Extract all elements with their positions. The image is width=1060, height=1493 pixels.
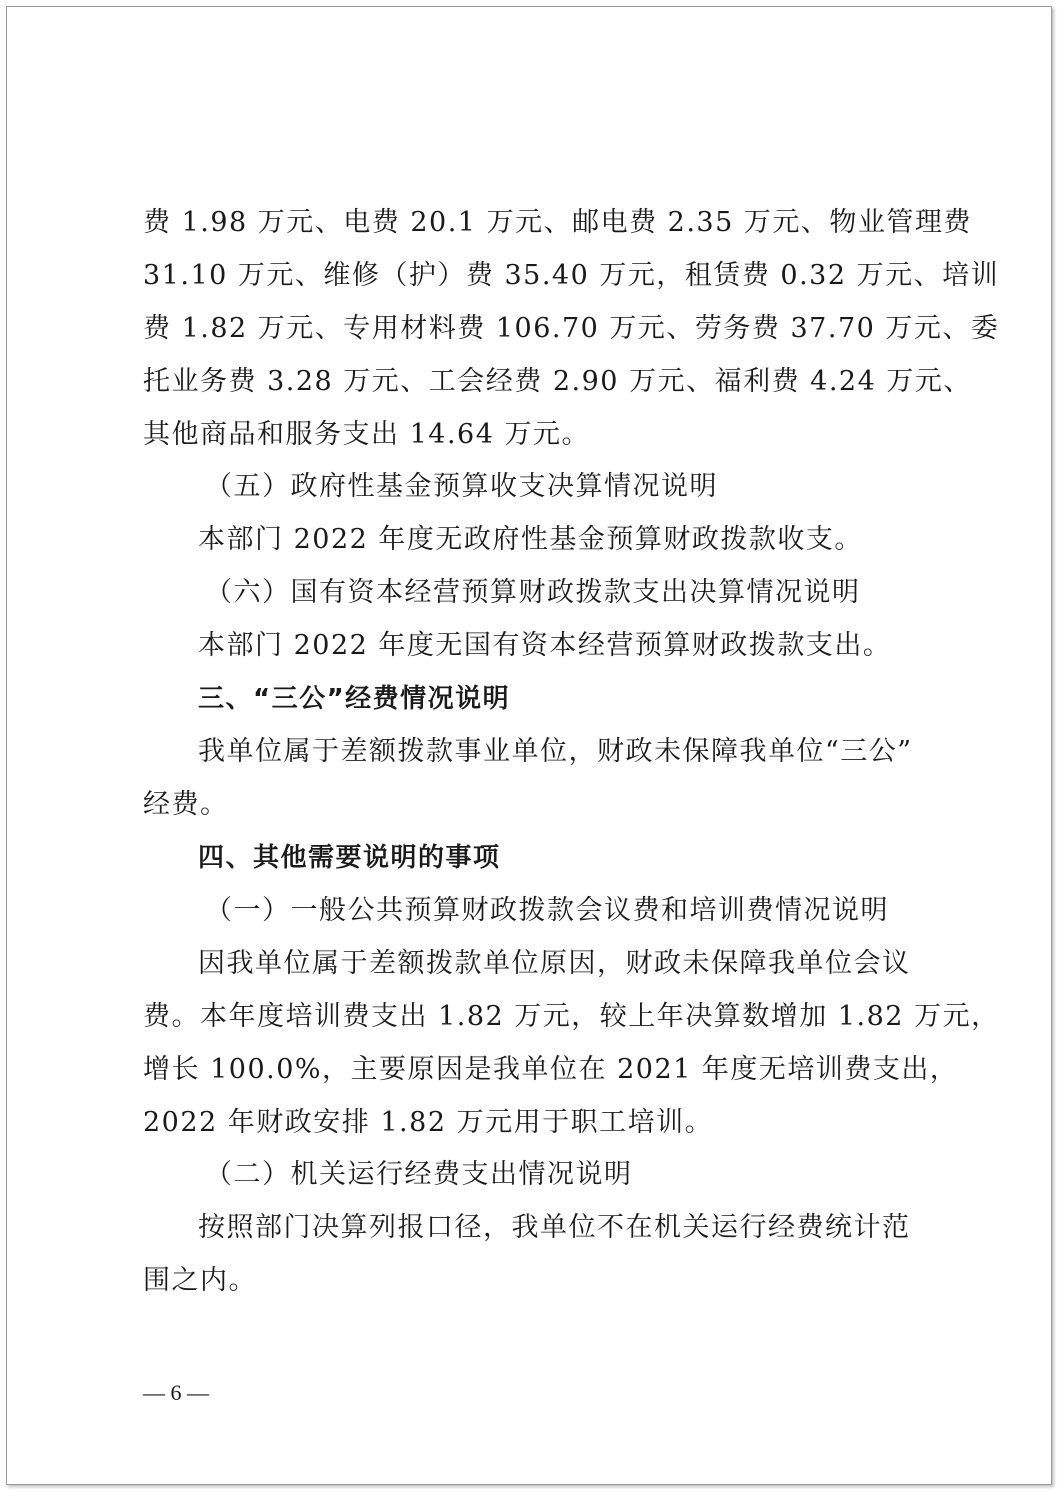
paragraph-line: 2022 年财政安排 1.82 万元用于职工培训。 [143,1107,714,1138]
paragraph-line: 本部门 2022 年度无国有资本经营预算财政拨款支出。 [198,630,892,661]
paragraph-line: 按照部门决算列报口径，我单位不在机关运行经费统计范 [198,1212,911,1243]
section-heading: （六）国有资本经营预算财政拨款支出决算情况说明 [205,577,861,608]
paragraph-line: 因我单位属于差额拨款单位原因，财政未保障我单位会议 [198,948,911,979]
paragraph-line: 围之内。 [143,1265,257,1296]
section-heading: （五）政府性基金预算收支决算情况说明 [205,471,718,502]
paragraph-line: 费 1.82 万元、专用材料费 106.70 万元、劳务费 37.70 万元、委 [143,313,1000,344]
section-heading: （二）机关运行经费支出情况说明 [205,1159,633,1190]
paragraph-line: 其他商品和服务支出 14.64 万元。 [143,419,590,450]
page-number: — 6 — [143,1380,209,1405]
paragraph-line: 费 1.98 万元、电费 20.1 万元、邮电费 2.35 万元、物业管理费 [143,207,972,238]
paragraph-line: 经费。 [143,789,229,820]
part-heading: 三、“三公”经费情况说明 [198,684,511,714]
paragraph-line: 我单位属于差额拨款事业单位，财政未保障我单位“三公” [198,736,913,767]
paragraph-line: 费。本年度培训费支出 1.82 万元，较上年决算数增加 1.82 万元， [143,1001,1000,1032]
paragraph-line: 31.10 万元、维修（护）费 35.40 万元，租赁费 0.32 万元、培训 [143,260,1000,291]
section-heading: （一）一般公共预算财政拨款会议费和培训费情况说明 [205,895,889,926]
paragraph-line: 托业务费 3.28 万元、工会经费 2.90 万元、福利费 4.24 万元、 [143,366,972,397]
part-heading: 四、其他需要说明的事项 [198,843,501,873]
paragraph-line: 本部门 2022 年度无政府性基金预算财政拨款收支。 [198,524,863,555]
paragraph-line: 增长 100.0%，主要原因是我单位在 2021 年度无培训费支出， [143,1054,959,1085]
